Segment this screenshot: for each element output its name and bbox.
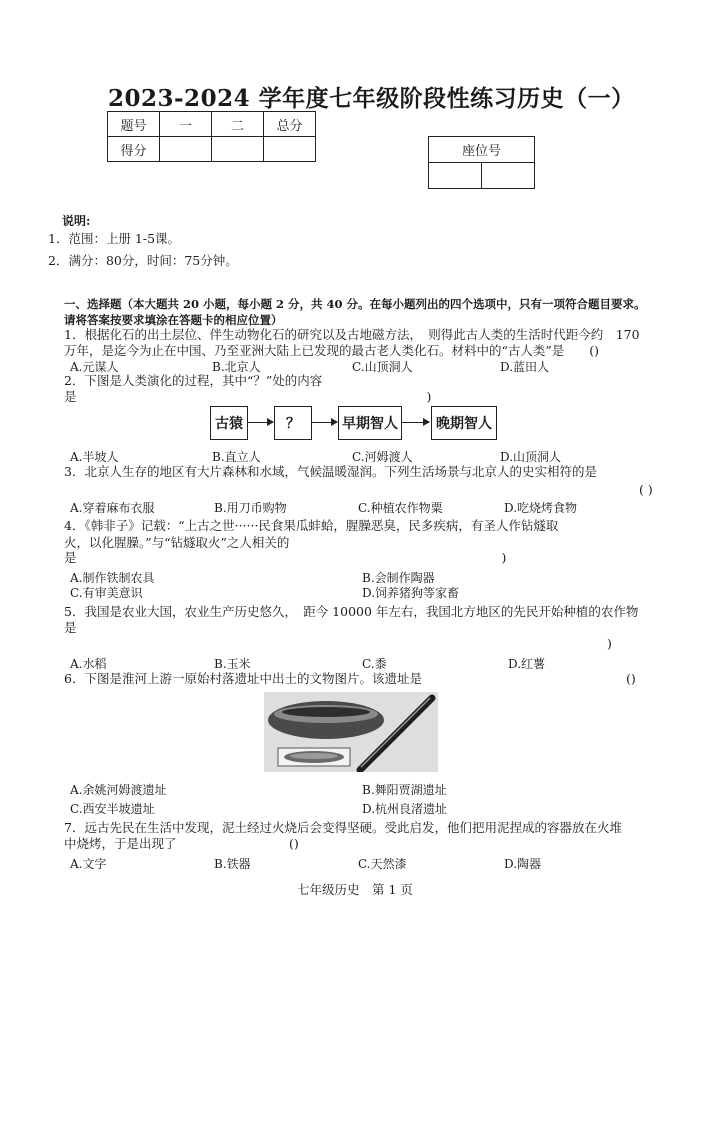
question-text: 5．我国是农业大国，农业生产历史悠久， 距今 10000 年左右，我国北方地区的先民开始种植的农作物 [64,604,639,619]
flow-box: 古猿 [210,406,248,440]
section-heading: 一、选择题（本大题共 20 小题，每小题 2 分，共 40 分。在每小题列出的四个选项中，只有一项符合题目要求。 [64,297,646,311]
option-d[interactable]: D.饲养猪狗等家畜 [362,586,460,600]
score-input-cell[interactable] [212,137,264,162]
page-title: 2023-2024 学年度七年级阶段性练习历史（一） [108,85,635,112]
page-footer: 七年级历史 第 1 页 [297,882,413,897]
question-text: 中烧烤，于是出现了 () [64,836,299,851]
question-text: 火，以化腥臊。”与“钻燧取火”之人相关的 [64,535,290,550]
answer-bracket: ( ) [639,482,653,497]
flow-box: 晚期智人 [431,406,497,440]
option-d[interactable]: D.杭州良渚遗址 [362,802,448,816]
note-item: 1．范围：上册 1-5课。 [48,231,181,246]
option-b[interactable]: B.北京人 [212,360,261,374]
question-text: 是 [64,620,77,635]
option-d[interactable]: D.红薯 [508,657,546,671]
option-c[interactable]: C.河姆渡人 [352,450,413,464]
question-text: 是 ) [64,389,432,404]
option-d[interactable]: D.山顶洞人 [500,450,562,464]
flow-arrow [312,422,337,423]
artifact-illustration [264,692,438,772]
answer-bracket: () [626,671,636,686]
option-a[interactable]: A.文字 [70,857,107,871]
option-b[interactable]: B.会制作陶器 [362,571,435,585]
score-header-cell: 一 [160,112,212,137]
score-header-cell: 题号 [108,112,160,137]
option-b[interactable]: B.用刀币购物 [214,501,287,515]
question-text: 4．《韩非子》记载：“上古之世······民食果瓜蚌蛤，腥臊恶臭，民多疾病，有圣人作钻燧取 [64,518,559,533]
option-a[interactable]: A.元谋人 [70,360,119,374]
score-row-label: 得分 [108,137,160,162]
score-table [107,111,316,162]
option-a[interactable]: A.余姚河姆渡遗址 [70,783,167,797]
question-text: 是 ) [64,550,507,565]
seat-label: 座位号 [429,137,535,163]
option-c[interactable]: C.山顶洞人 [352,360,413,374]
option-a[interactable]: A.制作铁制农具 [70,571,155,585]
score-input-cell[interactable] [264,137,316,162]
option-b[interactable]: B.玉米 [214,657,251,671]
score-input-cell[interactable] [160,137,212,162]
option-b[interactable]: B.直立人 [212,450,261,464]
flow-arrow [248,422,273,423]
option-d[interactable]: D.蓝田人 [500,360,550,374]
option-c[interactable]: C.种植农作物粟 [358,501,443,515]
notes-heading: 说明: [62,214,91,228]
option-b[interactable]: B.铁器 [214,857,251,871]
option-a[interactable]: A.半坡人 [70,450,119,464]
score-header-cell: 总分 [264,112,316,137]
question-text: 6．下图是淮河上游一原始村落遗址中出土的文物图片。该遗址是 [64,671,422,686]
question-text: 2．下图是人类演化的过程，其中“？”处的内容 [64,373,323,388]
question-text: 3．北京人生存的地区有大片森林和水域，气候温暖湿润。下列生活场景与北京人的史实相符的是 [64,464,597,479]
option-d[interactable]: D.陶器 [504,857,542,871]
option-a[interactable]: A.穿着麻布衣服 [70,501,155,515]
note-item: 2．满分：80分，时间：75分钟。 [48,253,238,268]
option-c[interactable]: C.西安半坡遗址 [70,802,155,816]
question-text: 1．根据化石的出土层位、伴生动物化石的研究以及古地磁方法， 则得此古人类的生活时代距今约 170 [64,327,640,342]
seat-table [428,136,535,189]
artifact-photo [264,692,438,772]
option-c[interactable]: C.有审美意识 [70,586,143,600]
seat-input-cell[interactable] [482,163,535,189]
option-b[interactable]: B.舞阳贾湖遗址 [362,783,447,797]
flow-arrow [402,422,429,423]
flow-box: 早期智人 [338,406,402,440]
question-text: 万年，是迄今为止在中国、乃至亚洲大陆上已发现的最古老人类化石。材料中的“古人类”是 () [64,343,600,358]
option-d[interactable]: D.吃烧烤食物 [504,501,578,515]
question-text: 7．远古先民在生活中发现，泥土经过火烧后会变得坚硬。受此启发，他们把用泥捏成的容器放在火堆 [64,820,622,835]
option-c[interactable]: C.天然漆 [358,857,407,871]
option-a[interactable]: A.水稻 [70,657,107,671]
score-header-cell: 二 [212,112,264,137]
flow-box: ？ [274,406,312,440]
option-c[interactable]: C.黍 [362,657,387,671]
seat-input-cell[interactable] [429,163,482,189]
section-heading: 请将答案按要求填涂在答题卡的相应位置） [64,313,283,327]
answer-bracket: ) [607,636,612,651]
